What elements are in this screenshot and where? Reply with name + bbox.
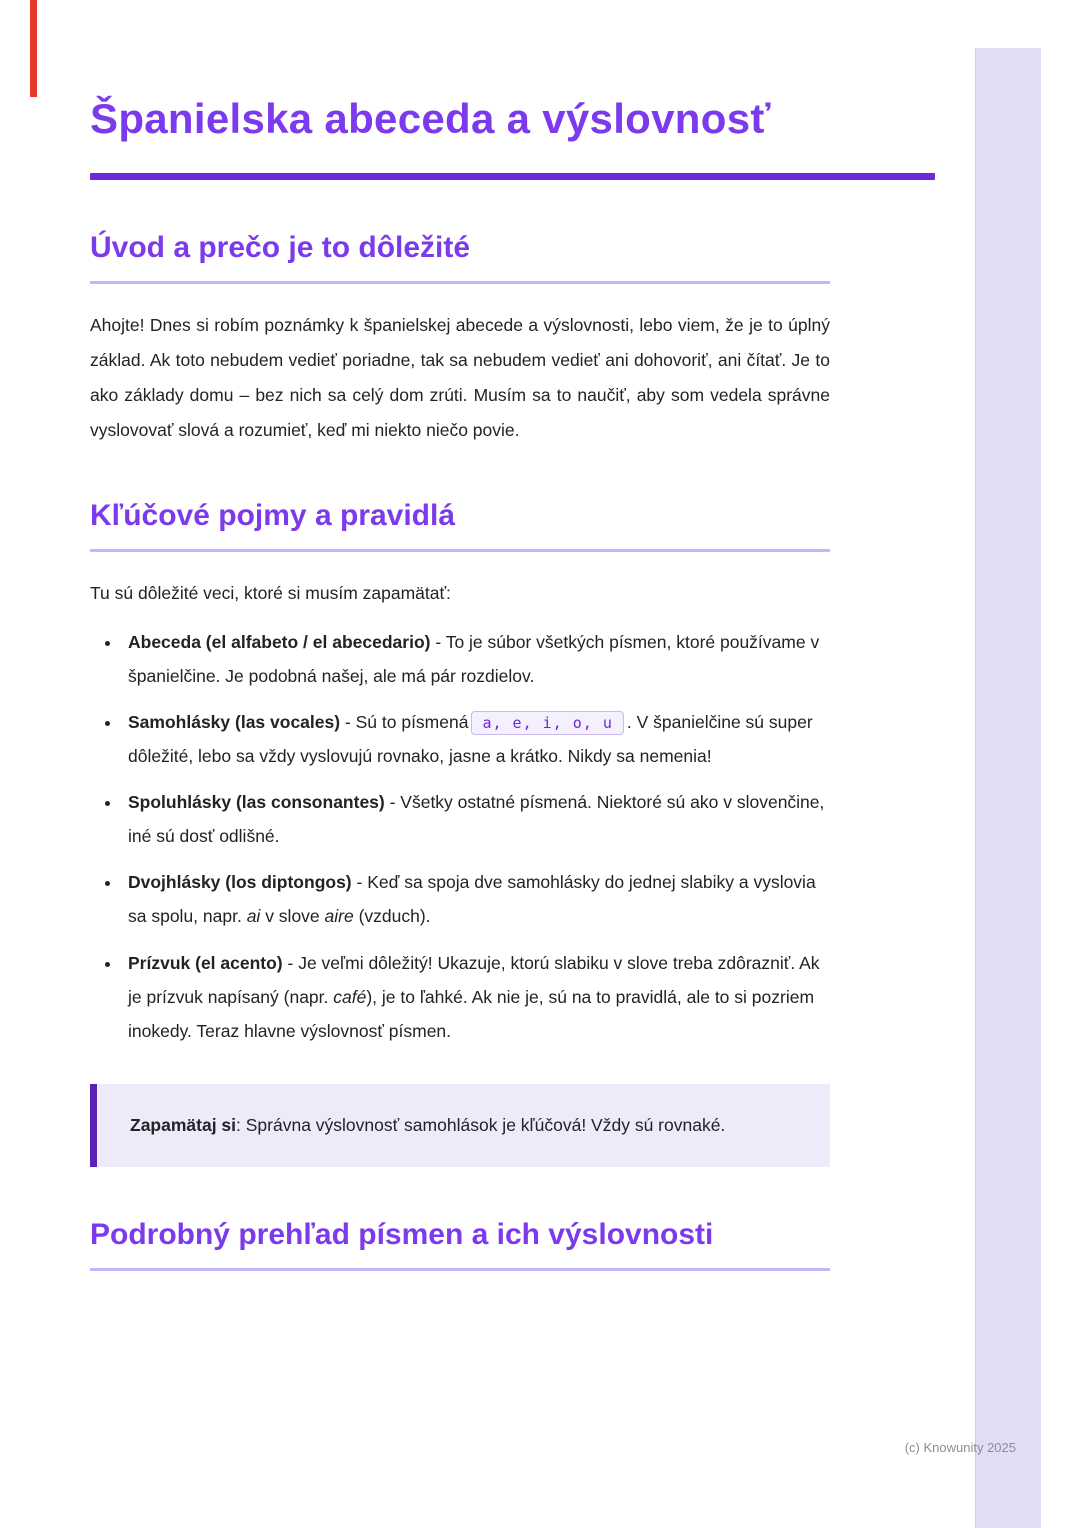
term-text: (vzduch). bbox=[353, 906, 431, 927]
list-item-samohlasky bbox=[122, 705, 830, 773]
section-divider-intro bbox=[90, 281, 830, 284]
copyright-note: (c) Knowunity 2025 bbox=[904, 1440, 1016, 1455]
page-title: Španielska abeceda a výslovnosť bbox=[90, 95, 771, 142]
term-text: - Sú to písmená bbox=[340, 711, 469, 732]
term-text: - Je veľmi dôležitý! Ukazuje, ktorú slabiku v slove treba zdôrazniť. Ak je prízvuk napísaný (napr. bbox=[128, 952, 820, 1007]
term-text: - Keď sa spoja dve samohlásky do jednej slabiky a vyslovia sa spolu, napr. bbox=[128, 872, 816, 927]
callout-label: Zapamätaj si bbox=[130, 1114, 237, 1135]
italic-example: café bbox=[333, 986, 367, 1007]
italic-example: aire bbox=[324, 906, 354, 927]
term-label: Prízvuk (el acento) bbox=[128, 952, 283, 973]
italic-example: ai bbox=[246, 906, 261, 927]
section-heading-intro: Úvod a prečo je to dôležité bbox=[90, 230, 471, 264]
section-heading-detail: Podrobný prehľad písmen a ich výslovnosti bbox=[90, 1217, 714, 1251]
term-label: Samohlásky (las vocales) bbox=[128, 711, 341, 732]
term-label: Abeceda (el alfabeto / el abecedario) bbox=[128, 631, 431, 652]
concepts-list bbox=[90, 625, 830, 1048]
red-accent-bar bbox=[30, 0, 37, 97]
intro-paragraph: Ahojte! Dnes si robím poznámky k španielskej abecede a výslovnosti, lebo viem, že je to úplný základ. Ak toto nebudem vedieť poriadne, tak sa nebudem vedieť ani dohovoriť, ani čítať. Je to ako základy domu – bez nich sa celý dom zrúti. Musím sa to naučiť, aby som vedela správne vyslovovať slová a rozumieť, keď mi niekto niečo povie. bbox=[90, 314, 830, 440]
list-item-prizvuk bbox=[122, 946, 830, 1048]
term-text: - Všetky ostatné písmená. Niektoré sú ako v slovenčine, iné sú dosť odlišné. bbox=[128, 792, 825, 847]
list-item-abeceda bbox=[122, 625, 830, 693]
document-content bbox=[90, 92, 830, 1271]
callout-body: : Správna výslovnosť samohlások je kľúčová! Vždy sú rovnaké. bbox=[236, 1114, 726, 1135]
code-chip-vowels: a, e, i, o, u bbox=[471, 711, 623, 735]
list-item-dvojhlasky bbox=[122, 865, 830, 933]
section-divider-detail bbox=[90, 1268, 830, 1271]
term-text: - To je súbor všetkých písmen, ktoré používame v španielčine. Je podobná našej, ale má pár rozdielov. bbox=[128, 631, 820, 686]
concepts-intro-line: Tu sú dôležité veci, ktoré si musím zapamätať: bbox=[90, 582, 451, 603]
section-divider-concepts bbox=[90, 549, 830, 552]
term-text: v slove bbox=[260, 906, 325, 927]
callout-box bbox=[90, 1084, 830, 1167]
term-label: Dvojhlásky (los diptongos) bbox=[128, 872, 352, 893]
section-heading-concepts: Kľúčové pojmy a pravidlá bbox=[90, 498, 456, 532]
term-text: . V španielčine sú super dôležité, lebo sa vždy vyslovujú rovnako, jasne a krátko. Nikdy sa nemenia! bbox=[128, 711, 813, 766]
page-edge-strip bbox=[975, 48, 1041, 1528]
title-divider bbox=[90, 173, 935, 180]
list-item-spoluhlasky bbox=[122, 785, 830, 853]
term-label: Spoluhlásky (las consonantes) bbox=[128, 792, 385, 813]
callout-text bbox=[130, 1108, 798, 1143]
term-text: ), je to ľahké. Ak nie je, sú na to pravidlá, ale to si pozriem inokedy. Teraz hlavne výslovnosť písmen. bbox=[128, 986, 815, 1041]
